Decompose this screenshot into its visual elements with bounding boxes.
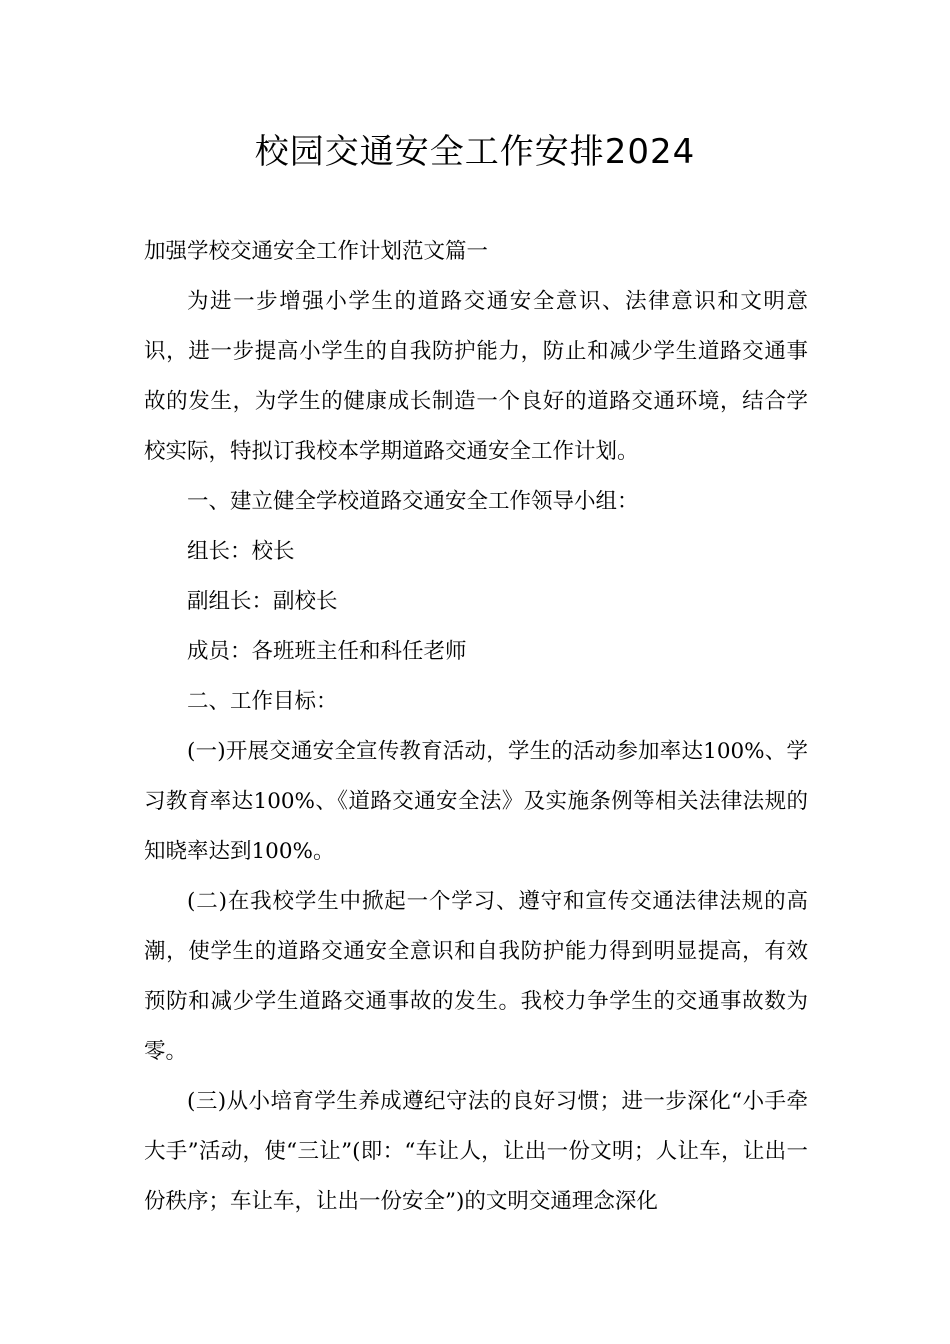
paragraph-goal-three: (三)从小培育学生养成遵纪守法的良好习惯；进一步深化“小手牵大手”活动，使“三让”(即：“车让人，让出一份文明；人让车，让出一份秩序；车让车，让出一份安全”)的文明交通理念深化: [144, 1089, 808, 1214]
section-heading: 加强学校交通安全工作计划范文篇一: [144, 239, 489, 264]
paragraph-intro: 为进一步增强小学生的道路交通安全意识、法律意识和文明意识，进一步提高小学生的自我防护能力，防止和减少学生道路交通事故的发生，为学生的健康成长制造一个良好的道路交通环境，结合学校实际，特拟订我校本学期道路交通安全工作计划。: [144, 289, 808, 464]
paragraph-section-two: 二、工作目标：: [187, 689, 338, 714]
paragraph-members: 成员：各班班主任和科任老师: [187, 639, 467, 664]
paragraph-section-one: 一、建立健全学校道路交通安全工作领导小组：: [187, 489, 639, 514]
document-body: [144, 227, 808, 1227]
paragraph-goal-one: (一)开展交通安全宣传教育活动，学生的活动参加率达100%、学习教育率达100%、《道路交通安全法》及实施条例等相关法律法规的知晓率达到100%。: [144, 739, 808, 864]
document-title: 校园交通安全工作安排2024: [254, 132, 696, 172]
paragraph-leader: 组长：校长: [187, 539, 295, 564]
paragraph-goal-two: (二)在我校学生中掀起一个学习、遵守和宣传交通法律法规的高潮，使学生的道路交通安全意识和自我防护能力得到明显提高，有效预防和减少学生道路交通事故的发生。我校力争学生的交通事故数为零。: [144, 889, 808, 1064]
paragraph-deputy-leader: 副组长：副校长: [187, 589, 338, 614]
